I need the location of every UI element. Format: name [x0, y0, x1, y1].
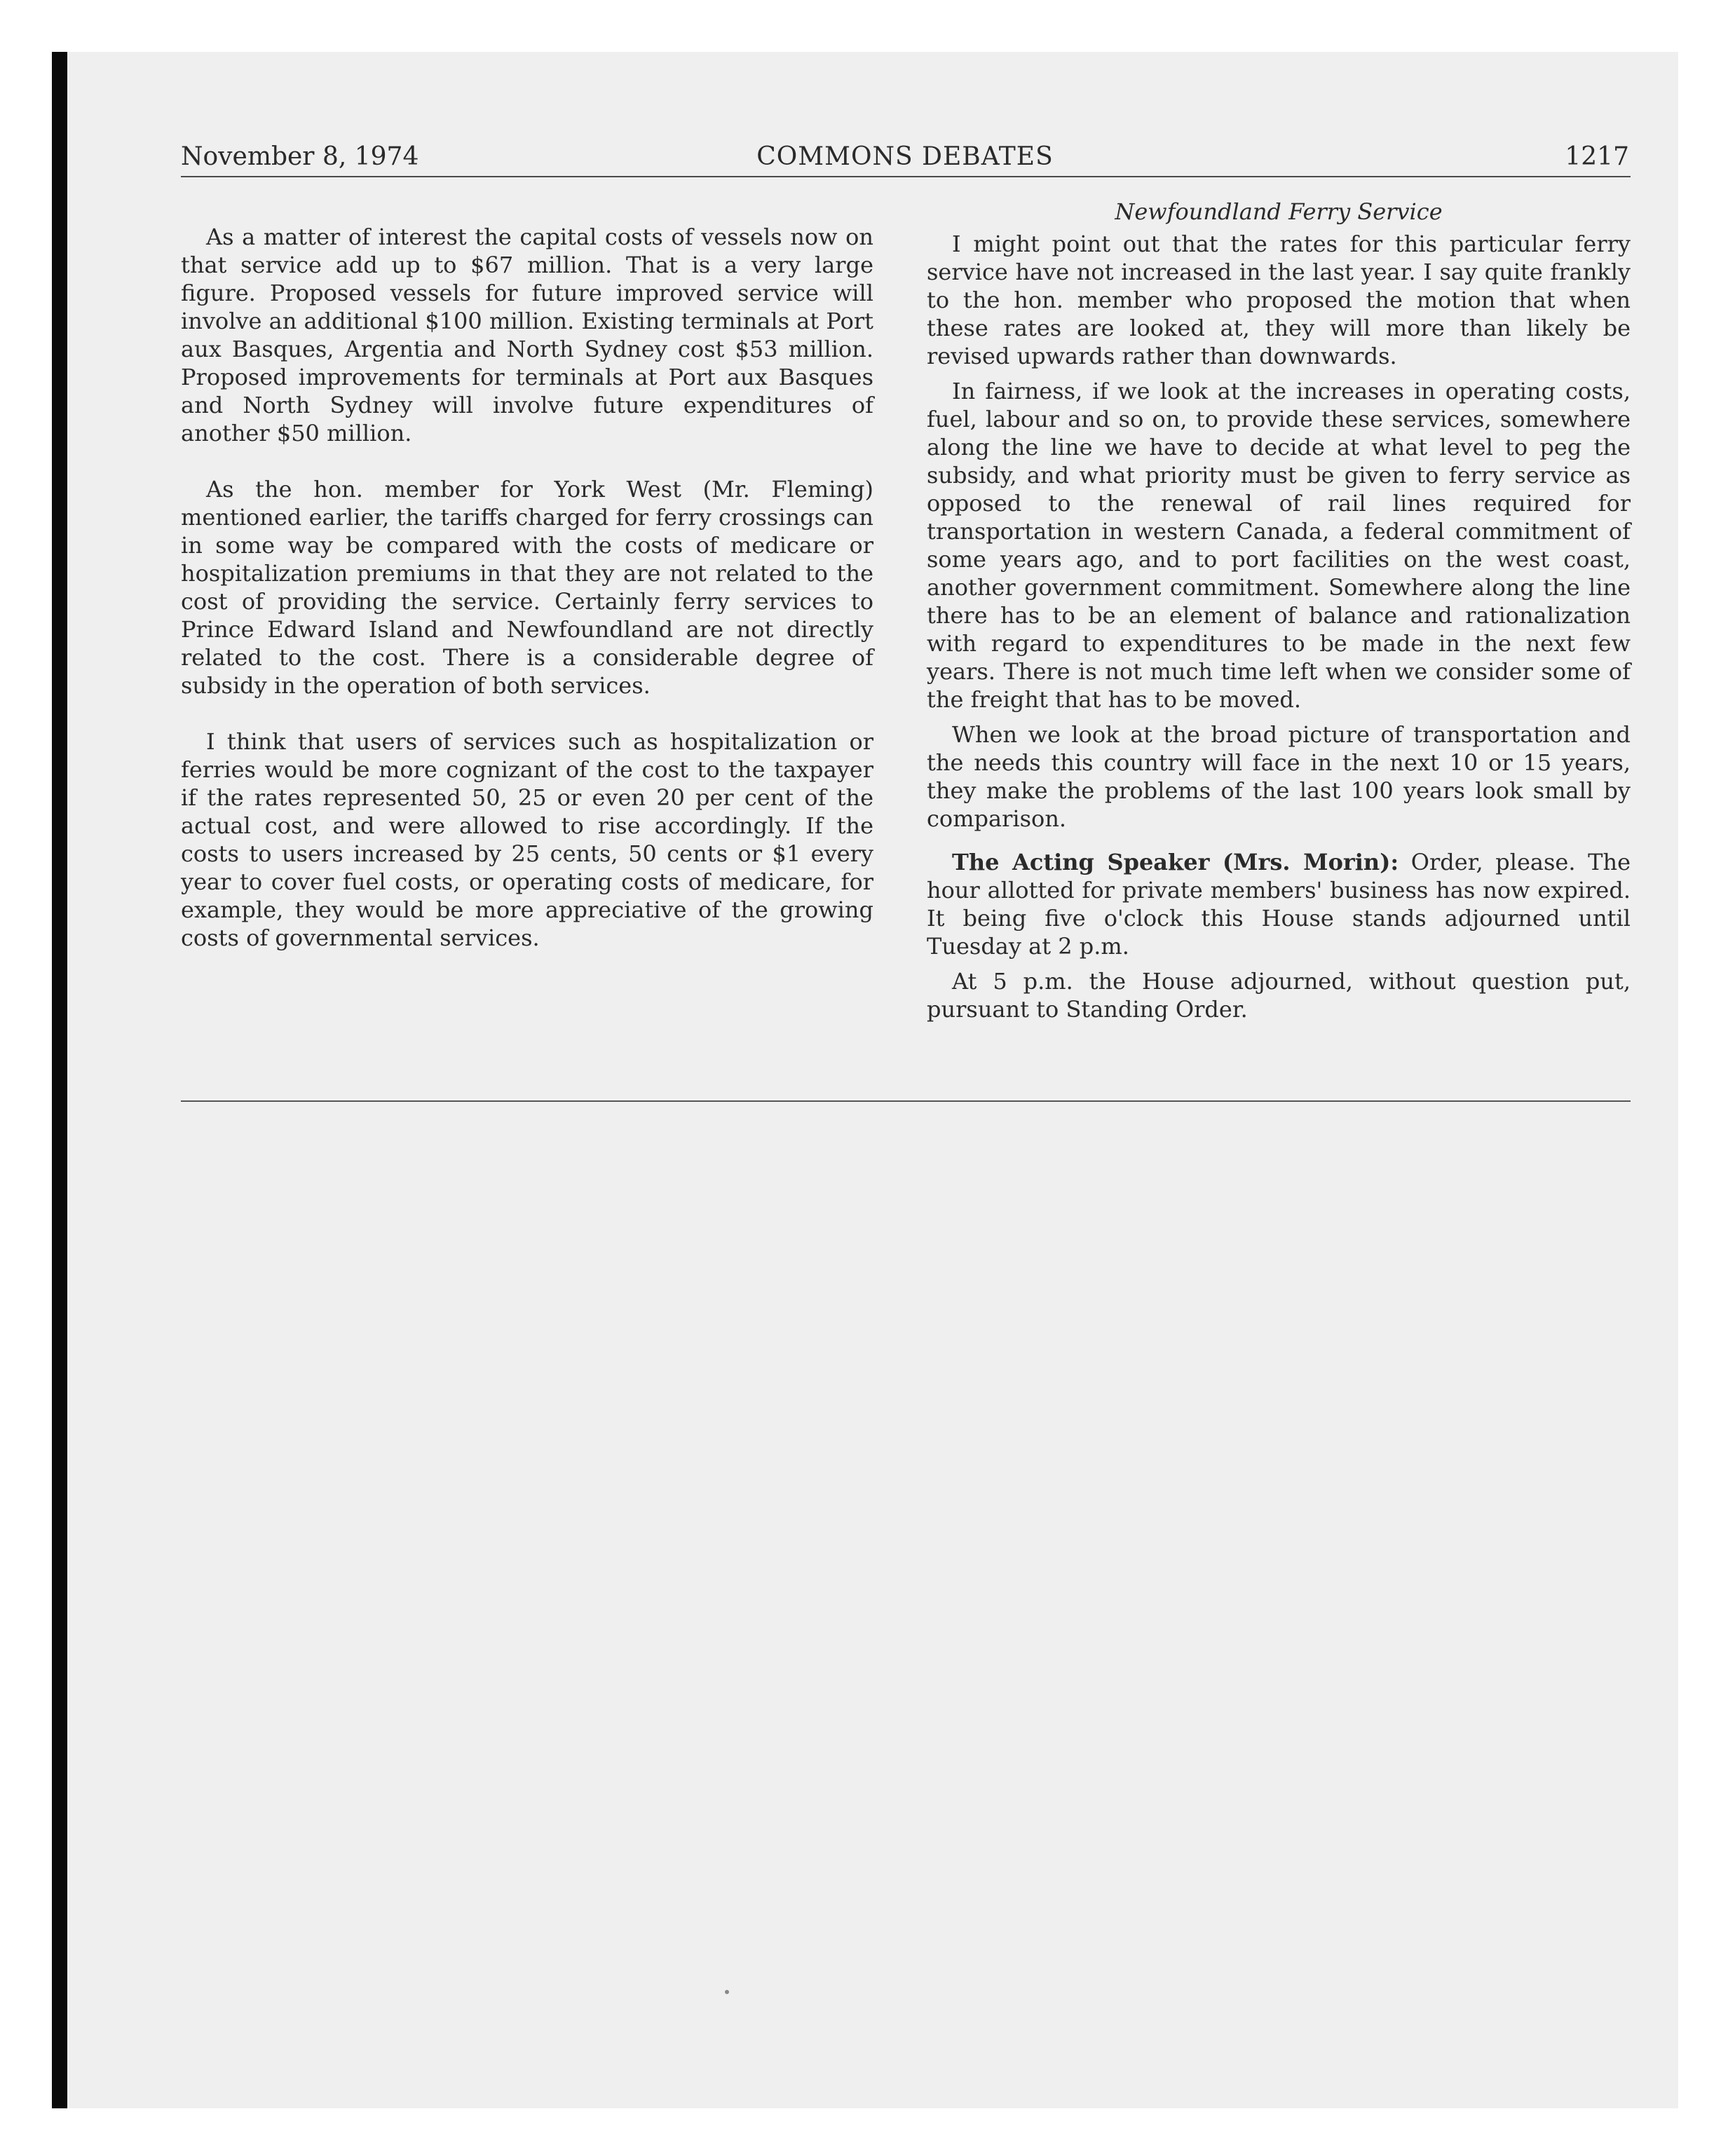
paragraph: As a matter of interest the capital costs of vessels now on that service add up to $67 million. That is a very large figure. Proposed vessels for future improved service will involve an additional $100 million. Existing terminals at Port aux Basques, Argentia and North Sydney cost $53 million. Proposed improvements for terminals at Port aux Basques and North Sydney will involve future expenditures of another $50 million. [181, 224, 873, 446]
paragraph: I think that users of services such as hospitalization or ferries would be more cognizant of the cost to the taxpayer if the rates represented 50, 25 or even 20 per cent of the actual cost, and were allowed to rise accordingly. If the costs to users increased by 25 cents, 50 cents or $1 every year to cover fuel costs, or operating costs of medicare, for example, they would be more appreciative of the growing costs of governmental services. [181, 728, 873, 951]
header-page-number: 1217 [1565, 142, 1629, 171]
paragraph: I might point out that the rates for this particular ferry service have not increased in the last year. I say quite frankly to the hon. member who proposed the motion that when these rates are looked at, they will more than likely be revised upwards rather than downwards. [927, 231, 1631, 369]
document-page [52, 52, 1678, 2108]
scan-speck [725, 1990, 729, 1994]
section-subheading: Newfoundland Ferry Service [1115, 198, 1443, 225]
end-of-text-rule [181, 1100, 1631, 1102]
paragraph: In fairness, if we look at the increases in operating costs, fuel, labour and so on, to provide these services, somewhere along the line we have to decide at what level to peg the subsidy, and what priority must be given to ferry service as opposed to the renewal of rail lines required for transportation in western Canada, a federal commitment of some years ago, and to port facilities on the west coast, another government commitment. Somewhere along the line there has to be an element of balance and rationalization with regard to expenditures to be made in the next few years. There is not much time left when we consider some of the freight that has to be moved. [927, 378, 1631, 713]
header-date: November 8, 1974 [181, 142, 419, 171]
speaker-paragraph [927, 848, 1631, 960]
header-divider [181, 176, 1631, 177]
right-column [927, 198, 1631, 1030]
page-header [181, 139, 1629, 175]
speaker-name: The Acting Speaker (Mrs. Morin): [952, 849, 1399, 875]
closing-paragraph: At 5 p.m. the House adjourned, without question put, pursuant to Standing Order. [927, 968, 1631, 1023]
left-column [181, 198, 873, 980]
paragraph: When we look at the broad picture of transportation and the needs this country will face in the next 10 or 15 years, they make the problems of the last 100 years look small by comparison. [927, 721, 1631, 832]
header-title: COMMONS DEBATES [756, 142, 1054, 171]
speaker-statement: Order, please. The hour allotted for private members' business has now expired. It being five o'clock this House stands adjourned until Tuesday at 2 p.m. [927, 849, 1631, 960]
paragraph: As the hon. member for York West (Mr. Fleming) mentioned earlier, the tariffs charged for ferry crossings can in some way be compared with the costs of medicare or hospitalization premiums in that they are not related to the cost of providing the service. Certainly ferry services to Prince Edward Island and Newfoundland are not directly related to the cost. There is a considerable degree of subsidy in the operation of both services. [181, 476, 873, 699]
